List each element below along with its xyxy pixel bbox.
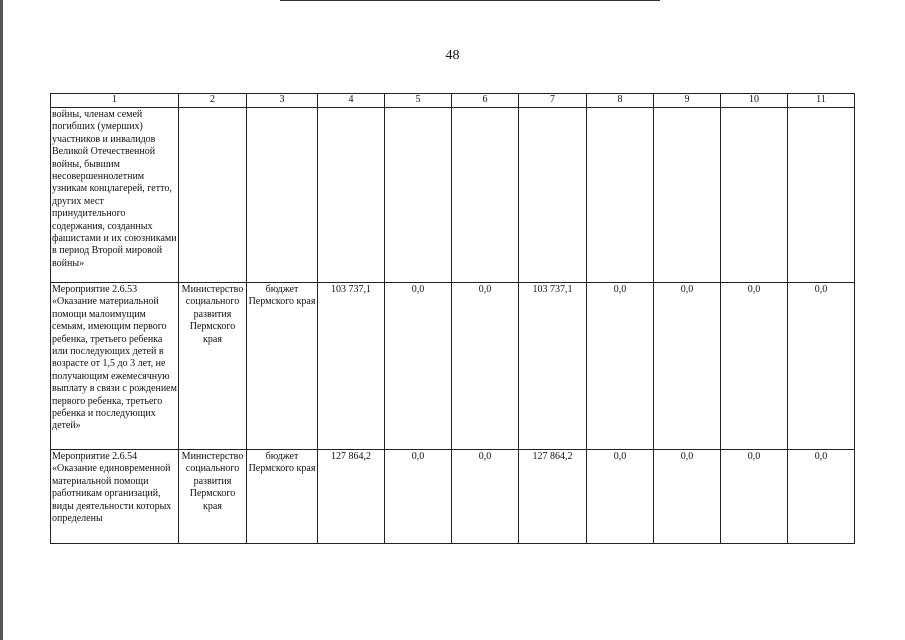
value-cell: 0,0 — [788, 450, 855, 544]
column-number: 1 — [51, 94, 179, 108]
value-cell: 0,0 — [452, 450, 519, 544]
executor-cell — [179, 108, 247, 283]
value-cell: 0,0 — [654, 283, 721, 450]
value-cell: 0,0 — [452, 283, 519, 450]
executor-cell: Министерство социального развития Пермского края — [179, 283, 247, 450]
value-cell: 127 864,2 — [318, 450, 385, 544]
table-row — [51, 283, 855, 450]
value-cell — [318, 108, 385, 283]
column-number: 10 — [721, 94, 788, 108]
column-number: 2 — [179, 94, 247, 108]
column-number: 3 — [247, 94, 318, 108]
value-cell: 0,0 — [385, 283, 452, 450]
top-rule — [280, 0, 660, 1]
table-row — [51, 108, 855, 283]
value-cell: 0,0 — [721, 450, 788, 544]
column-number: 6 — [452, 94, 519, 108]
table-row — [51, 450, 855, 544]
column-number: 7 — [519, 94, 587, 108]
value-cell — [519, 108, 587, 283]
executor-cell: Министерство социального развития Пермского края — [179, 450, 247, 544]
page-edge-shadow — [0, 0, 3, 640]
budget-table — [50, 93, 855, 544]
value-cell — [587, 108, 654, 283]
column-number: 5 — [385, 94, 452, 108]
column-number: 9 — [654, 94, 721, 108]
value-cell — [654, 108, 721, 283]
measure-name: войны, членам семей погибших (умерших) участников и инвалидов Великой Отечественной войны, бывшим несовершеннолетним узникам концлагерей, гетто, других мест принудительного содержания, созданных фашистами и их союзниками в период Второй мировой войны» — [51, 108, 179, 283]
value-cell: 103 737,1 — [519, 283, 587, 450]
value-cell — [452, 108, 519, 283]
value-cell — [385, 108, 452, 283]
source-cell: бюджет Пермского края — [247, 450, 318, 544]
value-cell: 0,0 — [587, 450, 654, 544]
column-number: 4 — [318, 94, 385, 108]
value-cell: 0,0 — [721, 283, 788, 450]
value-cell: 127 864,2 — [519, 450, 587, 544]
value-cell — [788, 108, 855, 283]
source-cell — [247, 108, 318, 283]
measure-name: Мероприятие 2.6.53 «Оказание материальной помощи малоимущим семьям, имеющим первого ребенка, третьего ребенка или последующих детей в возрасте от 1,5 до 3 лет, не получающим ежемесячную выплату в связи с рождением первого ребенка, третьего ребенка и последующих детей» — [51, 283, 179, 450]
measure-name: Мероприятие 2.6.54 «Оказание единовременной материальной помощи работникам организаций, виды деятельности которых определены — [51, 450, 179, 544]
column-number: 8 — [587, 94, 654, 108]
page-number: 48 — [445, 48, 460, 63]
value-cell: 0,0 — [587, 283, 654, 450]
value-cell: 0,0 — [654, 450, 721, 544]
source-cell: бюджет Пермского края — [247, 283, 318, 450]
column-number-row — [51, 94, 855, 108]
value-cell: 103 737,1 — [318, 283, 385, 450]
column-number: 11 — [788, 94, 855, 108]
value-cell: 0,0 — [385, 450, 452, 544]
value-cell: 0,0 — [788, 283, 855, 450]
value-cell — [721, 108, 788, 283]
